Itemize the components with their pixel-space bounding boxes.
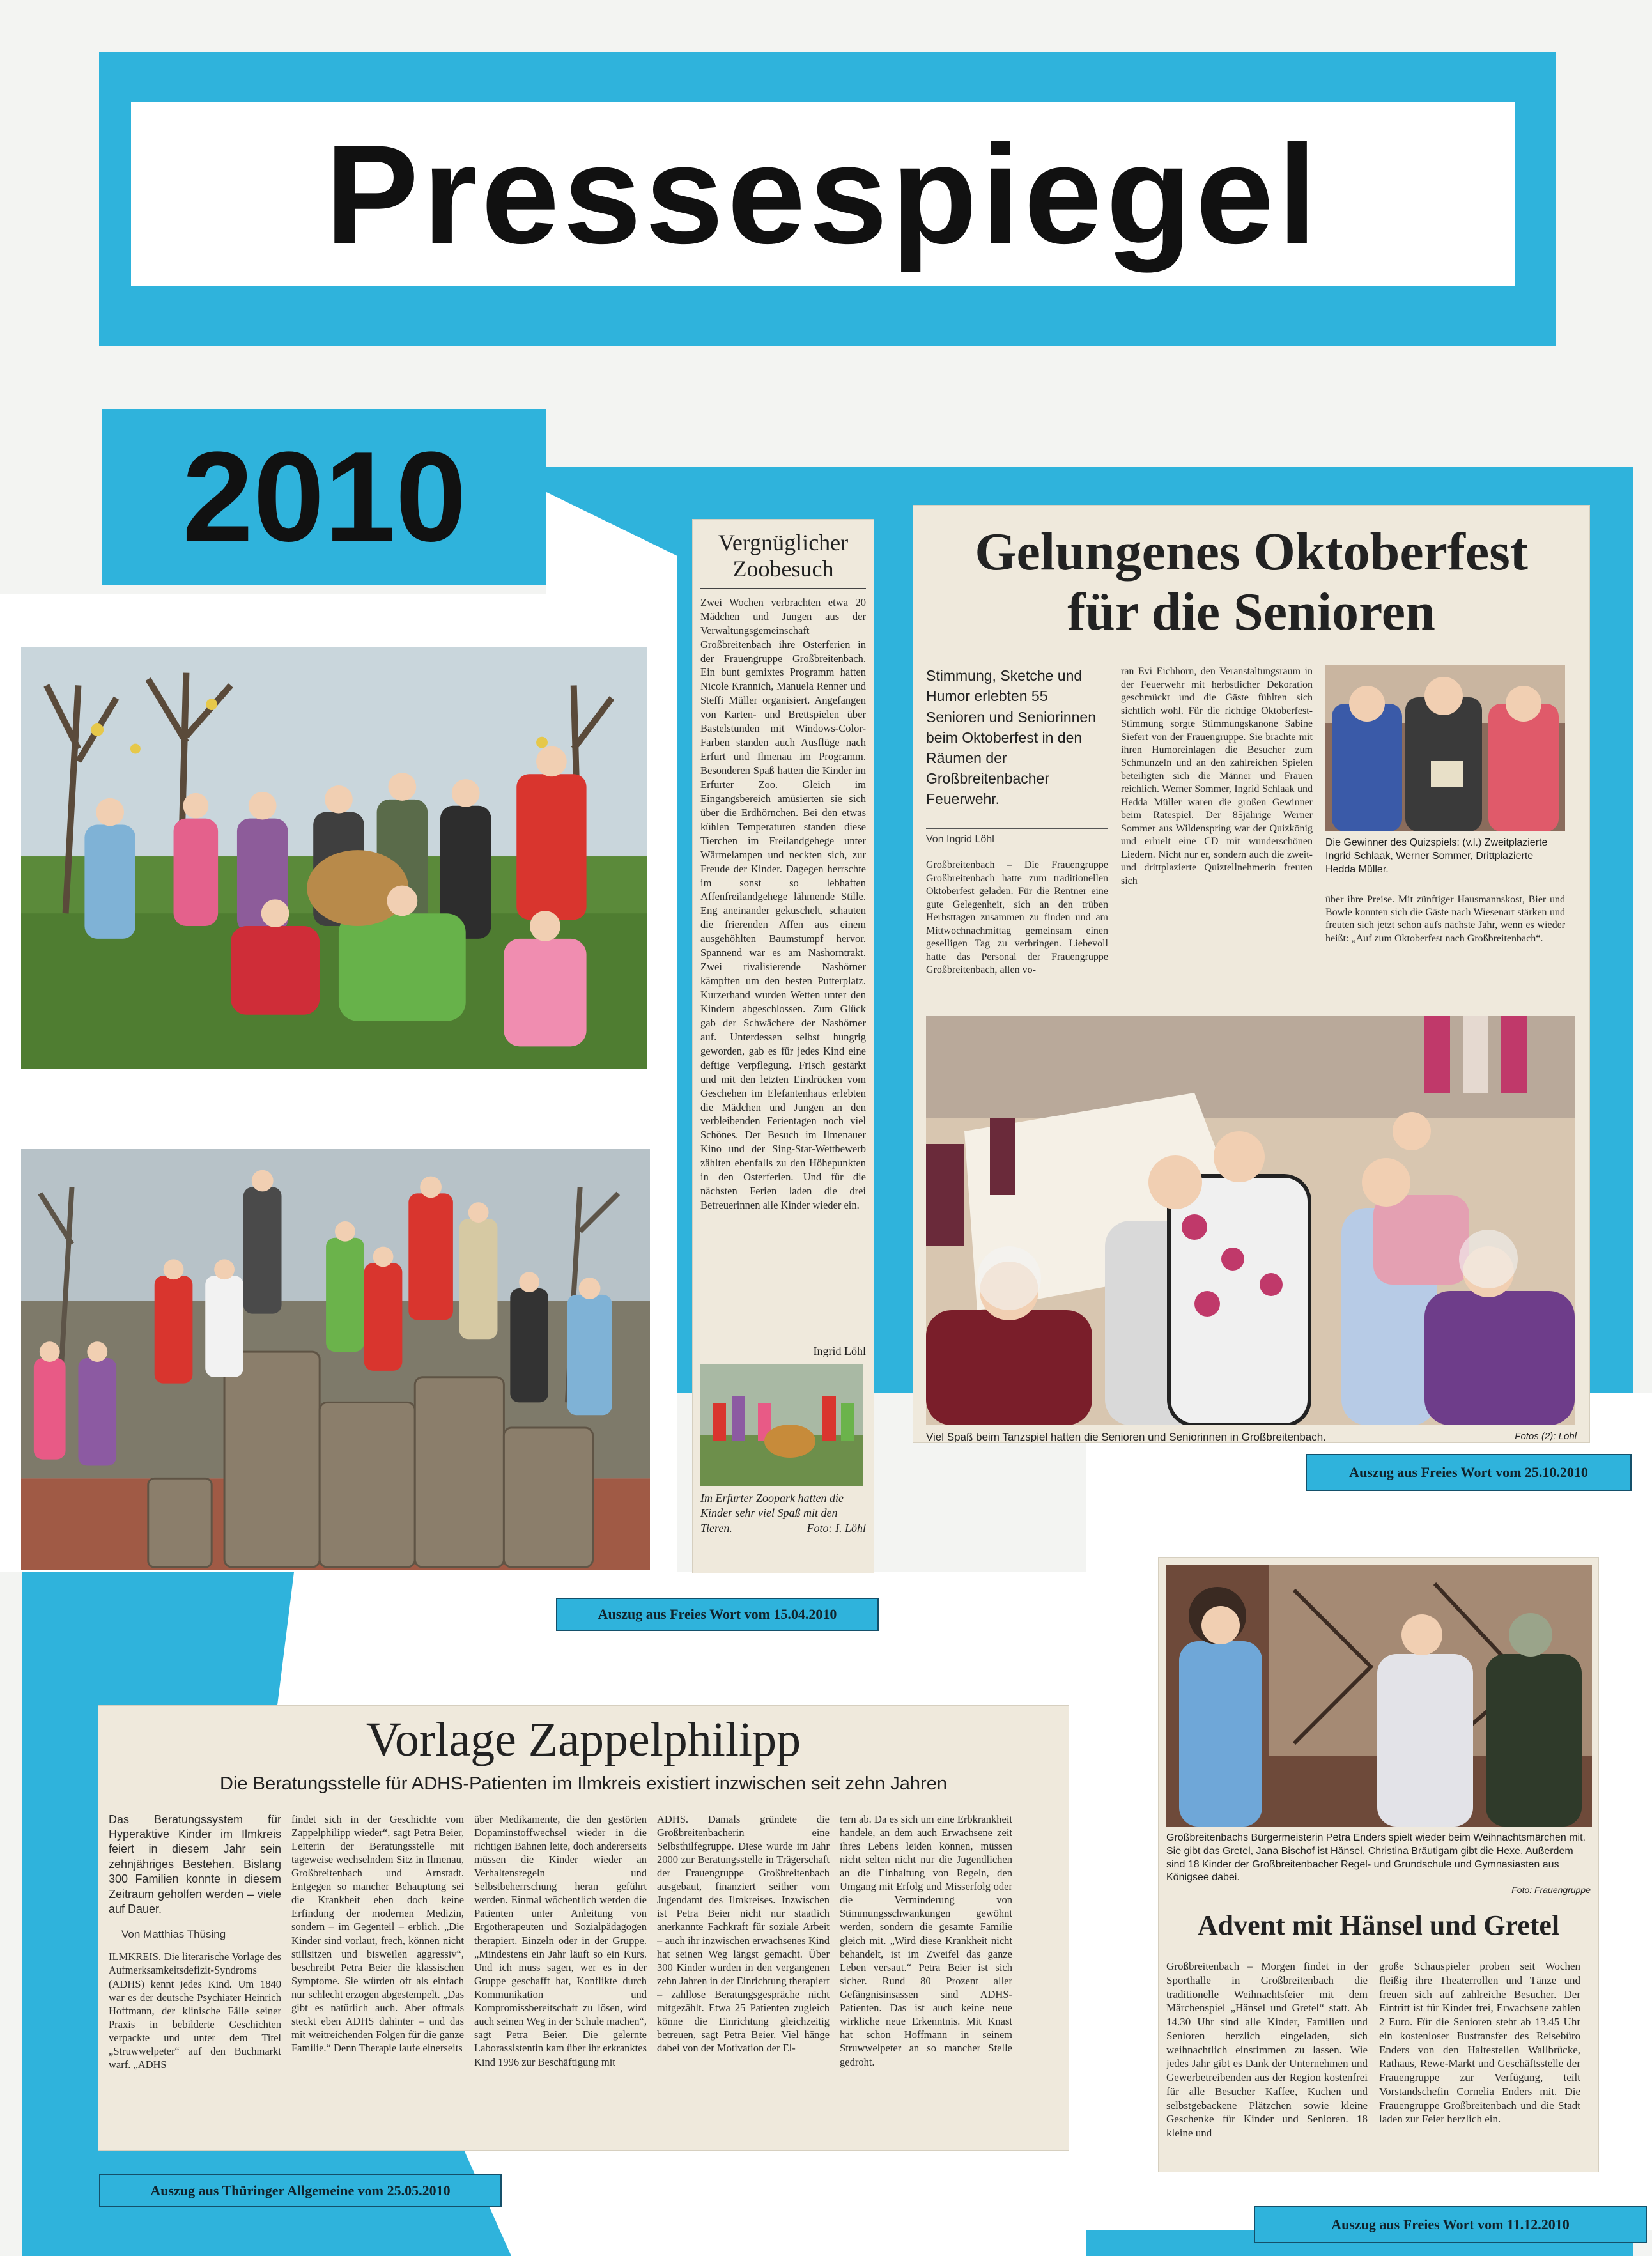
- advent-photo-caption: Großbreitenbachs Bürgermeisterin Petra Enders spielt wieder beim Weihnachtsmärchen mit. Sie gibt das Gretel, Jana Bischof ist Hänsel, Christina Bräutigam gibt die Hexe. Außerdem sind 18 Kinder der Großbreitenbacher Regel- und Grundschule und Gymnasiasten aus Königsee dabei.: [1166, 1832, 1586, 1883]
- oktoberfest-headline: Gelungenes Oktoberfest für die Senioren: [975, 522, 1528, 642]
- oktoberfest-col3: über ihre Preise. Mit zünftiger Hausmannskost, Bier und Bowle konnten sich die Gäste nach Wiesenart stärken und freuten sich jetzt schon aufs nächste Jahr, wenn es wieder heißt: „Auf zum Oktoberfest nach Großbreitenbach“.: [1325, 893, 1565, 944]
- zappel-headline: Vorlage Zappelphilipp: [366, 1713, 801, 1766]
- zoo-group-photo: [19, 645, 649, 1070]
- advent-photo: [1166, 1565, 1592, 1827]
- zappel-byline: Von Matthias Thüsing: [121, 1928, 226, 1941]
- oktoberfest-winners-photo: [1325, 665, 1565, 831]
- oktoberfest-article: [913, 505, 1590, 1443]
- zoo-caption: Im Erfurter Zoopark hatten die Kinder sehr viel Spaß mit den Tieren. Foto: I. Löhl: [700, 1491, 866, 1536]
- zoo-small-photo: [700, 1364, 863, 1486]
- oktoberfest-dance-caption: Viel Spaß beim Tanzspiel hatten die Senioren und Seniorinnen in Großbreitenbach.: [926, 1430, 1326, 1443]
- zoo-headline: Vergnüglicher Zoobesuch: [718, 530, 849, 582]
- oktoberfest-credit: Fotos (2): Löhl: [1515, 1430, 1577, 1442]
- advent-col2: große Schauspieler proben seit Wochen fleißig ihre Theaterrollen und Tänze und freuen sich auf zahlreiche Besucher. Der Eintritt ist für Kinder frei, Erwachsene zahlen 2 Euro. Für die Senioren steht ab 13.45 Uhr ein kostenloser Bustransfer des Reisebüro Enders von den Haltestellen Wallbrücke, Rathaus, Rewe-Markt und Geschäftsstelle der Frauengruppe zur Verfügung, teilt Vorstandschefin Cornelia Enders mit. Die Frauengruppe Großbreitenbach und die Stadt laden zur Feier herzlich ein.: [1379, 1960, 1580, 2126]
- zappel-col3: über Medikamente, die den gestörten Dopaminstoffwechsel wieder in die richtigen Bahnen leite, doch andererseits müssen die Kinder wieder an Verhaltensregeln und Selbstbeherrschung heran geführt werden. Einmal wöchentlich werden die Patienten unter Anleitung von Ergotherapeuten und Sozialpädagogen therapiert. Einzeln oder in der Gruppe. „Mindestens ein Jahr läuft so ein Kurs. Und ich muss sagen, wer es in der Gruppe geschafft hat, Konflikte durch Kommunikation und Kompromissbereitschaft zu lösen, wird auch seinen Weg in der Schule machen“, sagt Petra Beier. Die gelernte Laborassistentin kam über ihr erkranktes Kind 1996 zur Beschäftigung mit: [474, 1812, 647, 2068]
- zoo-article: [692, 519, 874, 1573]
- zoo-credit: Foto: I. Löhl: [807, 1521, 866, 1534]
- page-title: Pressespiegel: [131, 102, 1515, 286]
- advent-source-label: Auszug aus Freies Wort vom 11.12.2010: [1254, 2206, 1647, 2243]
- oktoberfest-lead: Stimmung, Sketche und Humor erlebten 55 Senioren und Seniorinnen beim Oktoberfest in den Räumen der Großbreitenbacher Feuerwehr.: [926, 667, 1096, 808]
- oktoberfest-dance-photo: [926, 1016, 1575, 1425]
- zoo-body: Zwei Wochen verbrachten etwa 20 Mädchen und Jungen aus der Verwaltungsgemeinschaft Großbreitenbach ihre Osterferien in der Frauengruppe Großbreitenbach. Ein bunt gemixtes Programm hatten Nicole Krannich, Manuela Renner und Steffi Müller organisiert. Angefangen von Karten- und Brettspielen über Bastelstunden mit Windows-Color-Farben standen auch Ausflüge nach Erfurt und Ilmenau im Programm. Besonderen Spaß hatten die Kinder im Erfurter Zoo. Gleich im Eingangsbereich amüsierten sie sich über die Erdhörnchen. Bei den etwas kühlen Temperaturen standen diese Tierchen im Freilandgehege unter Wärmelampen und neckten sich, zur Freude der Kinder. Dagegen herrschte im sonst so lebhaften Affenfreilandgehege lähmende Stille. Eng aneinander gekuschelt, schauten die frierenden Affen aus einem ausgehöhlten Baumstumpf hervor. Spannend war es am Nashorntrakt. Zwei rivalisierende Nashörner kämpften um den besten Putterplatz. Kurzerhand wurden Wetten unter den Kindern abgeschlossen. Zum Glück gab der Schwächere der Nashörner auf. Unterdessen selbst hungrig geworden, gab es für jedes Kind eine deftige Verpflegung. Frisch gestärkt und mit den letzten Eindrücken vom Geschehen im Elefantenhaus erlebten die Mädchen und Jungen an den verbleibenden Ferientagen noch viel Schönes. Der Besuch im Ilmenauer Kino und der Sing-Star-Wettbewerb zählten ebenfalls zu den Höhepunkten in den Osterferien. Und für die nächsten Ferien laden die drei Betreuerinnen alle Kinder wieder ein.: [700, 596, 866, 1212]
- oktoberfest-col2: ran Evi Eichhorn, den Veranstaltungsraum in der Feuerwehr mit herbstlicher Dekoration geschmückt und die Gäste fühlten sich sichtlich wohl. Für die richtige Oktoberfest-Stimmung sorgte Stimmungskanone Sabine Siefert von der Frauengruppe. Sie brachte mit ihren Humoreinlagen die Besucher zum Schmunzeln und an den zahlreichen Spielen beteiligten sich die Männer und Frauen reichlich. Werner Sommer, Ingrid Schlaak und Hedda Müller waren die großen Gewinner beim Ratespiel. Der 85jährige Werner Sommer aus Wildenspring war der Quizkönig und erhielt eine CD mit wunderschönen Liedern. Nicht nur er, sondern auch die zweit- und drittplazierte Quiztellnehmerin freuten sich: [1121, 666, 1313, 886]
- zoo-stumps-photo: [19, 1147, 652, 1572]
- zappel-col1: ILMKREIS. Die literarische Vorlage des Aufmerksamkeitsdefizit-Syndroms (ADHS) kennt jedes Kind. Um 1840 war es der deutsche Psychiater Heinrich Hoffmann, der klinische Fälle seiner Praxis in bebilderte Geschichten verpackte und unter dem Titel „Struwwelpeter“ auf den Buchmarkt warf. „ADHS: [109, 1951, 281, 2071]
- oktoberfest-winners-caption: Die Gewinner des Quizspiels: (v.l.) Zweitplazierte Ingrid Schlaak, Werner Sommer, Drittplazierte Hedda Müller.: [1325, 837, 1548, 875]
- advent-article: [1158, 1557, 1599, 2172]
- year-label: 2010: [182, 425, 467, 568]
- zoo-source-label: Auszug aus Freies Wort vom 15.04.2010: [556, 1598, 879, 1631]
- oktoberfest-col1: Großbreitenbach – Die Frauengruppe Großbreitenbach hatte zum traditionellen Oktoberfest geladen. Für die Rentner eine gute Gelegenheit, sich an den trüben Herbsttagen zusammen zu finden und am Mittwochnachmittag gemeinsam einen geselligen Tag zu verbringen. Liebevoll hatte das Personal der Frauengruppe Großbreitenbach, allen vo-: [926, 860, 1108, 976]
- advent-col1: Großbreitenbach – Morgen findet in der Sporthalle in Großbreitenbach die traditionelle Weihnachtsfeier mit dem Märchenspiel „Hänsel und Gretel“ statt. Ab 14.30 Uhr sind alle Kinder, Familien und Senioren herzlich eingeladen, sich weihnachtlich einstimmen zu lassen. Wie jedes Jahr gibt es Dank der Unternehmen und Gewerbetreibenden aus der Region kostenfrei für alle Besucher Kaffee, Kuchen und selbstgebackene Plätzchen sowie kleine Geschenke für Kinder und Senioren. 18 kleine und: [1166, 1960, 1368, 2140]
- zappel-col5: tern ab. Da es sich um eine Erbkrankheit handele, an dem auch Erwachsene zeit ihres Lebens leiden können, müssen nicht selten nicht nur die Jugendlichen an die Einhaltung von Regeln, den Umgang mit Erfolg und Misserfolg oder die Verminderung von Stimmungsschwankungen gewöhnt werden, sondern die gesamte Familie gleich mit. „Wird diese Krankheit nicht behandelt, ist im Zweifel das ganze Leben versaut.“ Petra Beier ist sich sicher. Rund 80 Prozent aller Gefängnisinsassen sind ADHS-Patienten. Das ist auch keine neue wirkliche neue Erkenntnis. Mit Knast hat schon Hoffmann in seinem Struwwelpeter an so mancher Stelle gedroht.: [840, 1812, 1012, 2068]
- zappel-article: [98, 1705, 1069, 2151]
- zappel-col2: findet sich in der Geschichte vom Zappelphilipp wieder“, sagt Petra Beier, Leiterin der Beratungsstelle mit tageweise wechselndem Sitz in Ilmenau, Großbreitenbach und Arnstadt. Entgegen so mancher Behauptung sei die Krankheit eben doch keine Erfindung der modernen Medizin, sondern – im Gegenteil – erblich. „Die Kinder sind vorlaut, frech, können nicht stillsitzen und bisweilen aggressiv“, beschreibt Petra Beier die klassischen Symptome. Sie würden oft als einfach nur schlecht erzogen abgestempelt. „Das gibt es natürlich auch. Aber oftmals steckt eben ADHS dahinter – und das mit weitreichenden Folgen für die ganze Familie.“ Denn Therapie laufe einerseits: [291, 1812, 464, 2055]
- advent-headline: Advent mit Hänsel und Gretel: [1197, 1910, 1560, 1942]
- advent-credit: Foto: Frauengruppe: [1511, 1885, 1591, 1896]
- zappel-subheadline: Die Beratungsstelle für ADHS-Patienten im Ilmkreis existiert inzwischen seit zehn Jahren: [220, 1773, 947, 1794]
- zappel-source-label: Auszug aus Thüringer Allgemeine vom 25.05.2010: [99, 2174, 502, 2207]
- oktoberfest-source-label: Auszug aus Freies Wort vom 25.10.2010: [1306, 1454, 1632, 1491]
- oktoberfest-byline: Von Ingrid Löhl: [926, 828, 1108, 851]
- zappel-col4: ADHS. Damals gründete die Großbreitenbacherin eine Selbsthilfegruppe. Diese wurde im Jahr 2000 zur Beratungsstelle in Trägerschaft der Frauengruppe Großbreitenbach ausgebaut, finanziert seither vom Jugendamt des Ilmkreises. Inzwischen ist Petra Beier nicht nur staatlich anerkannte Fachkraft für soziale Arbeit – auch ihr inzwischen erwachsenes Kind hat seinen Weg längst gemacht. Über 300 Kinder wurden in den vergangenen zehn Jahren in der Einrichtung therapiert – zahllose Beratungsgespräche nicht mitgezählt. Etwa 25 Patienten zugleich könne die Einrichtung gleichzeitig betreuen, sagt Petra Beier. Viel hänge dabei von der Motivation der El-: [657, 1812, 830, 2055]
- zappel-lead: Das Beratungssystem für Hyperaktive Kinder im Ilmkreis feiert in diesem Jahr sein zehnjähriges Bestehen. Bislang 300 Familien konnte in diesem Zeitraum geholfen werden – viele auf Dauer.: [109, 1812, 281, 1915]
- zoo-author: Ingrid Löhl: [813, 1344, 866, 1357]
